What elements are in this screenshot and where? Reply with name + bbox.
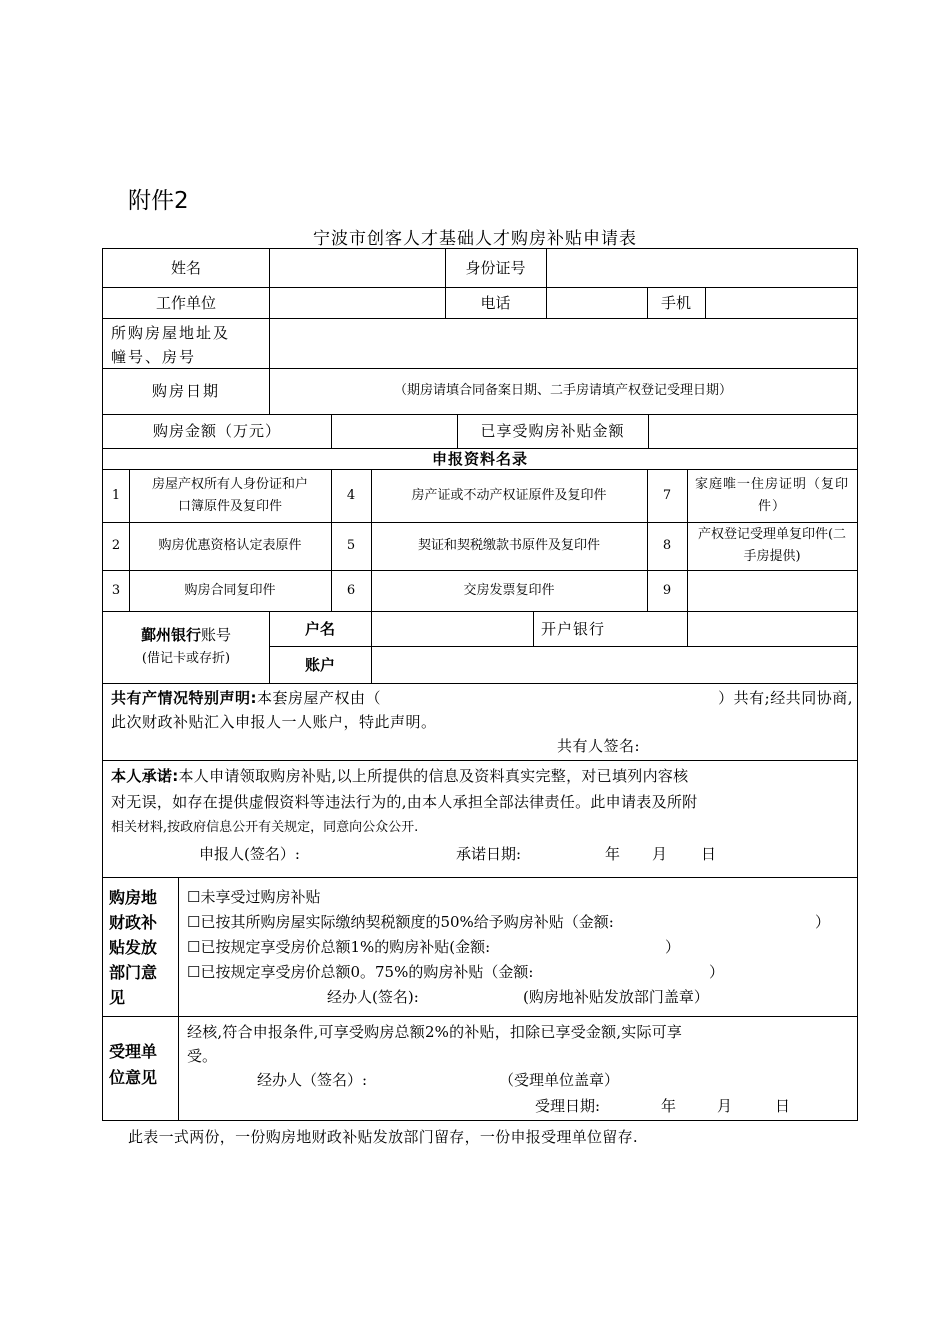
material-item: 购房优惠资格认定表原件 [158, 538, 302, 553]
purchase-amount-field[interactable] [331, 414, 457, 448]
material-no: 5 [346, 538, 356, 553]
attachment-label: 附件2 [128, 188, 189, 214]
material-no: 7 [662, 487, 672, 503]
footer-note: 此表一式两份，一份购房地财政补贴发放部门留存，一份申报受理单位留存. [128, 1128, 638, 1146]
address-field[interactable] [269, 318, 857, 368]
material-item: 交房发票复印件 [463, 582, 555, 598]
subsidy-received-label: 已享受购房补贴金额 [480, 422, 625, 440]
material-no: 1 [111, 487, 121, 503]
acceptance-label: 受理单 位意见 [109, 1042, 158, 1087]
material-item: 房屋产权所有人身份证和户口簿原件及复印件 [151, 476, 308, 514]
name-field[interactable] [269, 249, 445, 287]
name-label: 姓名 [170, 259, 201, 277]
finance-dept-label: 购房地 财政补 贴发放 部门意 见 [109, 888, 158, 1007]
mobile-label: 手机 [660, 293, 691, 312]
application-form-table [102, 248, 858, 1121]
phone-label: 电话 [480, 293, 511, 312]
purchase-amount-label: 购房金额（万元） [152, 422, 281, 440]
material-no: 2 [111, 538, 121, 553]
phone-field[interactable] [546, 287, 647, 318]
purchase-date-field[interactable]: （期房请填合同备案日期、二手房请填产权登记受理日期） [393, 383, 732, 398]
option-075-percent[interactable]: ☐已按规定享受房价总额0。75%的购房补贴（金额: ） [187, 963, 725, 981]
applicant-pledge: 本人承诺:本人申请领取购房补贴,以上所提供的信息及资料真实完整，对已填列内容核 对无误，如存在提供虚假资料等违法行为的,由本人承担全部法律责任。此申请表及所附 相关材料,按政府信息公开有关规定，同意向公众公开. 申报人(签名）: 承诺日期: 年 月 日 [111, 767, 717, 863]
material-item: 购房合同复印件 [184, 582, 276, 598]
account-number-field[interactable] [371, 646, 857, 683]
bank-account-label: 鄞州银行账号 (借记卡或存折) [140, 626, 232, 666]
bank-name-field[interactable] [687, 611, 857, 646]
option-1-percent[interactable]: ☐已按规定享受房价总额1%的购房补贴(金额: ） [187, 938, 681, 956]
material-no: 8 [662, 538, 672, 553]
form-title: 宁波市创客人才基础人才购房补贴申请表 [313, 229, 637, 249]
id-number-label: 身份证号 [465, 259, 526, 277]
material-no: 6 [346, 582, 356, 598]
finance-dept-opinion: ☐未享受过购房补贴 ☐已按其所购房屋实际缴纳契税额度的50%给予购房补贴（金额: ） ☐已按规定享受房价总额1%的购房补贴(金额: ） ☐已按规定享受房价总额0。75%的购房补贴（金额: ） 经办人(签名): (购房地补贴发放部门盖章） [187, 885, 855, 1010]
mobile-field[interactable] [705, 287, 857, 318]
bank-name-label: 开户银行 [541, 619, 606, 638]
material-item [687, 570, 857, 611]
id-number-field[interactable] [546, 249, 857, 287]
materials-heading: 申报资料名录 [431, 449, 528, 468]
material-item: 家庭唯一住房证明（复印件） [695, 476, 850, 514]
option-50-percent[interactable]: ☐已按其所购房屋实际缴纳契税额度的50%给予购房补贴（金额: ） [187, 913, 831, 931]
material-item: 契证和契税缴款书原件及复印件 [417, 538, 600, 553]
account-holder-field[interactable] [371, 611, 533, 646]
employer-field[interactable] [269, 287, 445, 318]
account-number-label: 账户 [304, 655, 335, 674]
material-item: 房产证或不动产权证原件及复印件 [411, 487, 607, 503]
purchase-date-label: 购房日期 [151, 382, 220, 400]
coowner-statement: 共有产情况特别声明:本套房屋产权由（ ）共有;经共同协商, 此次财政补贴汇入申报人一人账户，特此声明。 共有人签名: [111, 689, 853, 755]
option-no-subsidy[interactable]: ☐未享受过购房补贴 [187, 888, 321, 906]
material-no: 4 [346, 487, 356, 503]
acceptance-opinion: 经核,符合申报条件,可享受购房总额2%的补贴，扣除已享受金额,实际可享 受。 经办人（签名）: （受理单位盖章） 受理日期: 年 月 日 [187, 1023, 791, 1115]
material-no: 3 [111, 582, 121, 598]
material-no: 9 [662, 582, 672, 598]
employer-label: 工作单位 [155, 293, 216, 312]
account-holder-label: 户名 [304, 619, 335, 638]
subsidy-received-field[interactable] [648, 414, 857, 448]
address-label: 所购房屋地址及 幢号、房号 [111, 324, 231, 366]
material-item: 产权登记受理单复印件(二手房提供) [697, 527, 847, 564]
